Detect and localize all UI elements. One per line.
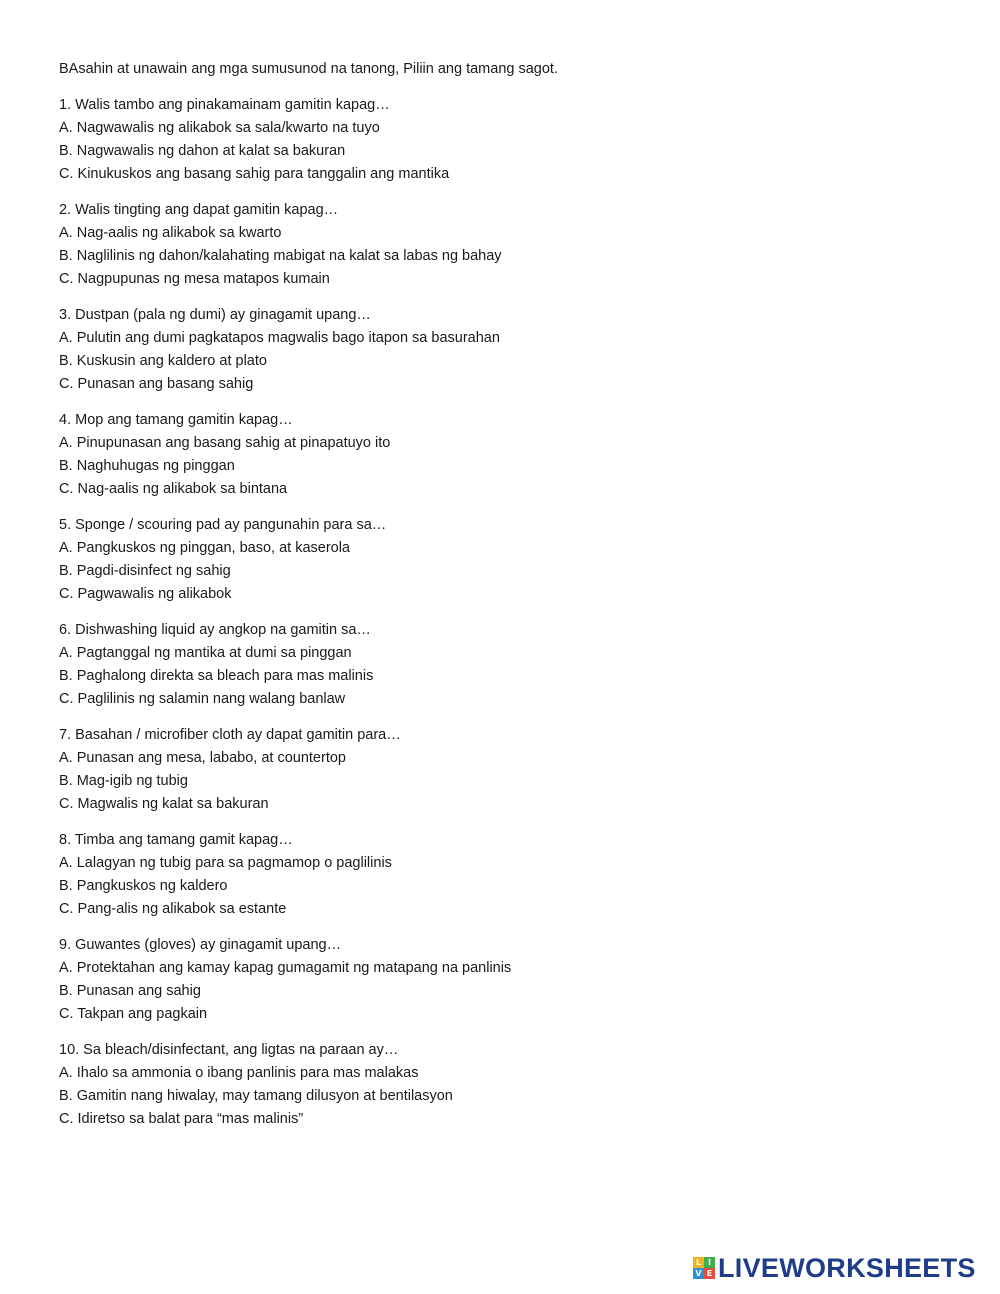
logo-mark-v: V <box>693 1268 704 1279</box>
answer-option[interactable]: A. Punasan ang mesa, lababo, at countertop <box>59 750 346 766</box>
question-1 <box>59 94 959 186</box>
answer-option[interactable]: A. Nag-aalis ng alikabok sa kwarto <box>59 225 282 241</box>
answer-option[interactable]: C. Kinukuskos ang basang sahig para tanggalin ang mantika <box>59 166 450 182</box>
answer-option[interactable]: C. Nag-aalis ng alikabok sa bintana <box>59 481 288 497</box>
answer-option[interactable]: B. Punasan ang sahig <box>59 983 201 999</box>
question-2 <box>59 199 959 291</box>
question-prompt: 3. Dustpan (pala ng dumi) ay ginagamit upang… <box>59 307 371 323</box>
answer-option[interactable]: A. Protektahan ang kamay kapag gumagamit ng matapang na panlinis <box>59 960 512 976</box>
question-prompt: 6. Dishwashing liquid ay angkop na gamitin sa… <box>59 622 371 638</box>
answer-option[interactable]: B. Nagwawalis ng dahon at kalat sa bakuran <box>59 143 346 159</box>
answer-option[interactable]: C. Pang-alis ng alikabok sa estante <box>59 901 287 917</box>
answer-option[interactable]: C. Magwalis ng kalat sa bakuran <box>59 796 269 812</box>
answer-option[interactable]: A. Pulutin ang dumi pagkatapos magwalis bago itapon sa basurahan <box>59 330 500 346</box>
answer-option[interactable]: A. Pangkuskos ng pinggan, baso, at kaserola <box>59 540 350 556</box>
logo-text: LIVEWORKSHEETS <box>718 1252 976 1283</box>
question-5 <box>59 514 959 606</box>
liveworksheets-logo <box>693 1253 976 1283</box>
answer-option[interactable]: C. Nagpupunas ng mesa matapos kumain <box>59 271 330 287</box>
question-10 <box>59 1039 959 1131</box>
answer-option[interactable]: B. Naglilinis ng dahon/kalahating mabigat na kalat sa labas ng bahay <box>59 248 502 264</box>
answer-option[interactable]: B. Naghuhugas ng pinggan <box>59 458 235 474</box>
question-3 <box>59 304 959 396</box>
answer-option[interactable]: A. Lalagyan ng tubig para sa pagmamop o paglilinis <box>59 855 392 871</box>
answer-option[interactable]: C. Takpan ang pagkain <box>59 1006 208 1022</box>
instructions-text: BAsahin at unawain ang mga sumusunod na tanong, Piliin ang tamang sagot. <box>59 61 558 77</box>
answer-option[interactable]: A. Nagwawalis ng alikabok sa sala/kwarto na tuyo <box>59 120 380 136</box>
question-prompt: 1. Walis tambo ang pinakamainam gamitin kapag… <box>59 97 390 113</box>
answer-option[interactable]: A. Pinupunasan ang basang sahig at pinapatuyo ito <box>59 435 391 451</box>
question-9 <box>59 934 959 1026</box>
question-prompt: 8. Timba ang tamang gamit kapag… <box>59 832 293 848</box>
answer-option[interactable]: C. Pagwawalis ng alikabok <box>59 586 232 602</box>
answer-option[interactable]: B. Gamitin nang hiwalay, may tamang dilusyon at bentilasyon <box>59 1088 453 1104</box>
answer-option[interactable]: A. Ihalo sa ammonia o ibang panlinis para mas malakas <box>59 1065 419 1081</box>
logo-mark-i: I <box>704 1257 715 1268</box>
question-prompt: 4. Mop ang tamang gamitin kapag… <box>59 412 293 428</box>
answer-option[interactable]: B. Pangkuskos ng kaldero <box>59 878 228 894</box>
answer-option[interactable]: A. Pagtanggal ng mantika at dumi sa pinggan <box>59 645 352 661</box>
worksheet <box>59 58 959 1144</box>
question-prompt: 7. Basahan / microfiber cloth ay dapat gamitin para… <box>59 727 401 743</box>
answer-option[interactable]: B. Pagdi-disinfect ng sahig <box>59 563 231 579</box>
logo-mark-l: L <box>693 1257 704 1268</box>
question-prompt: 10. Sa bleach/disinfectant, ang ligtas na paraan ay… <box>59 1042 399 1058</box>
answer-option[interactable]: B. Paghalong direkta sa bleach para mas malinis <box>59 668 374 684</box>
answer-option[interactable]: C. Paglilinis ng salamin nang walang banlaw <box>59 691 346 707</box>
question-prompt: 9. Guwantes (gloves) ay ginagamit upang… <box>59 937 342 953</box>
answer-option[interactable]: B. Mag-igib ng tubig <box>59 773 188 789</box>
liveworksheets-mark-icon <box>693 1257 715 1279</box>
question-prompt: 2. Walis tingting ang dapat gamitin kapag… <box>59 202 339 218</box>
question-prompt: 5. Sponge / scouring pad ay pangunahin para sa… <box>59 517 387 533</box>
question-8 <box>59 829 959 921</box>
answer-option[interactable]: C. Punasan ang basang sahig <box>59 376 254 392</box>
logo-mark-e: E <box>704 1268 715 1279</box>
question-4 <box>59 409 959 501</box>
question-6 <box>59 619 959 711</box>
answer-option[interactable]: B. Kuskusin ang kaldero at plato <box>59 353 267 369</box>
answer-option[interactable]: C. Idiretso sa balat para “mas malinis” <box>59 1111 304 1127</box>
question-7 <box>59 724 959 816</box>
